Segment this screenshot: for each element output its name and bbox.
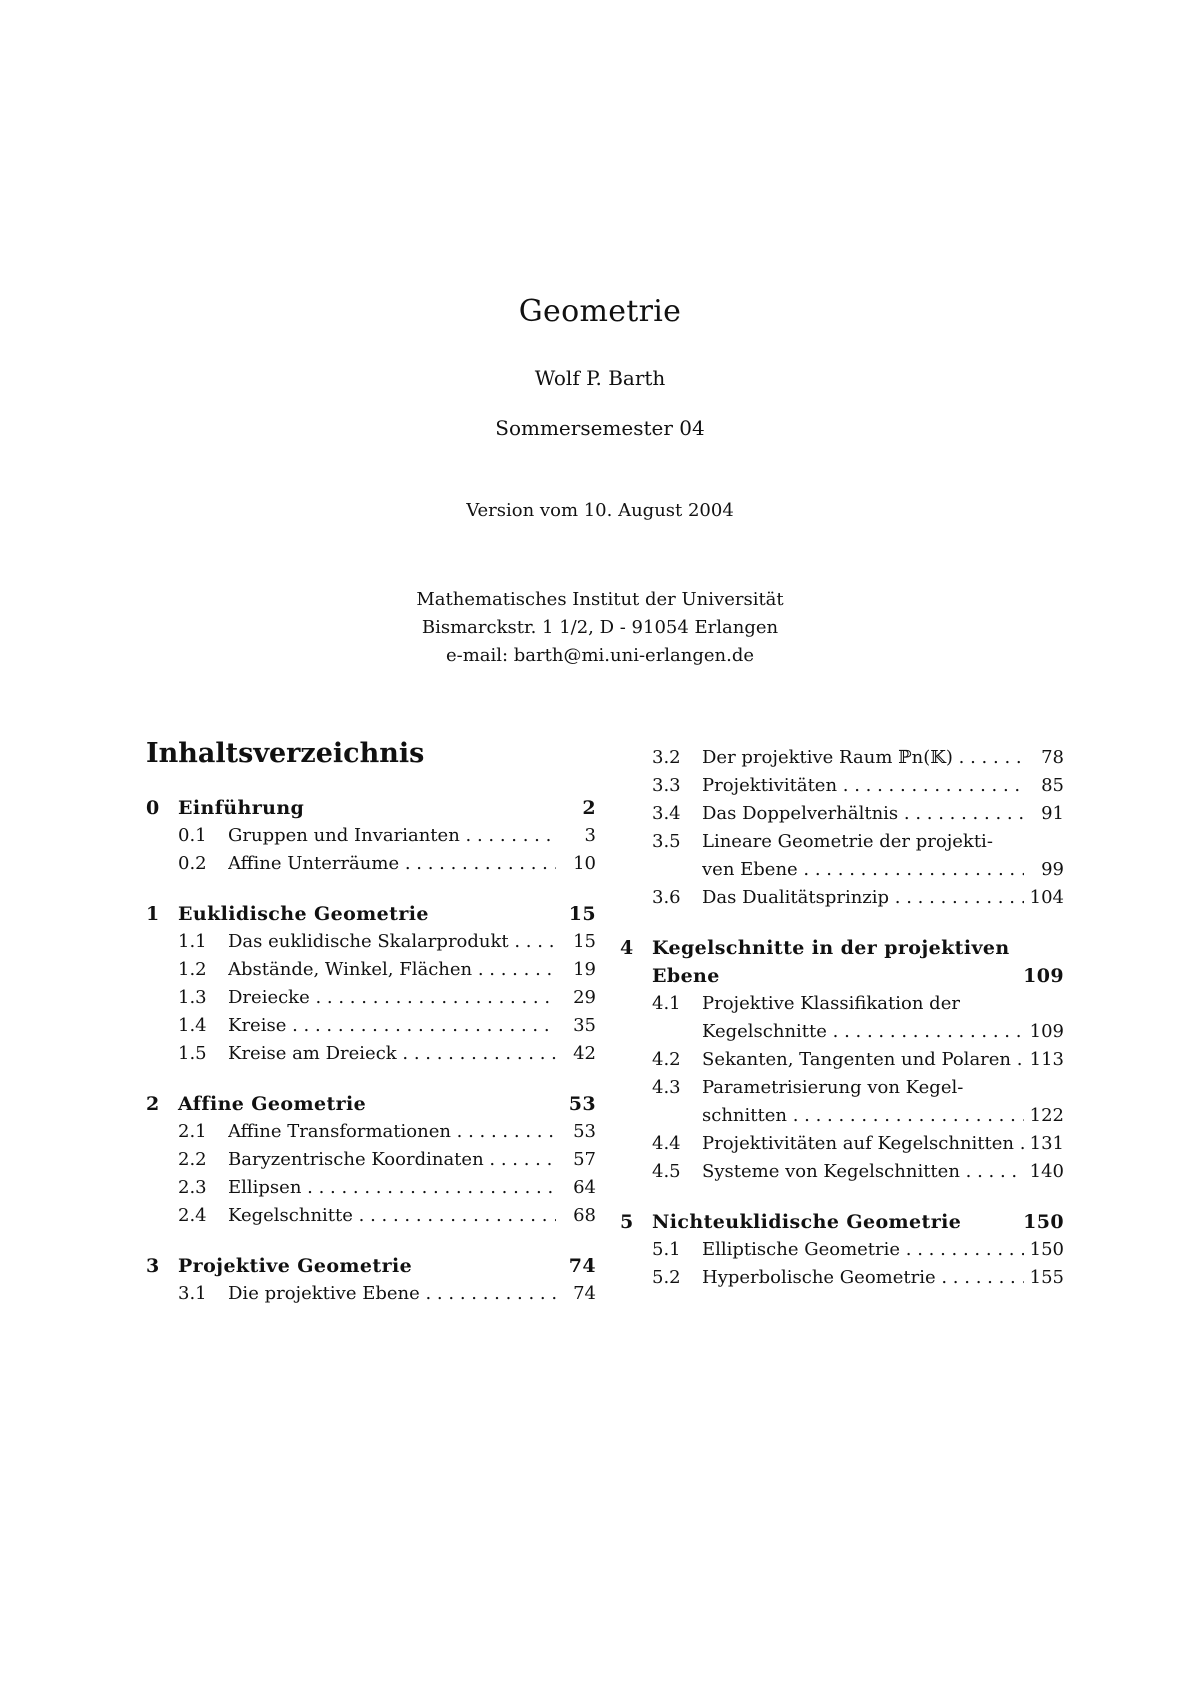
- section-title: Lineare Geometrie der projekti-: [702, 831, 993, 852]
- toc-chapter-3: [146, 1252, 596, 1308]
- toc-chapter-5: [620, 1208, 1064, 1292]
- section-number: 4.4: [652, 1133, 681, 1154]
- section-title: Gruppen und Invarianten . . .: [228, 822, 556, 850]
- toc-chapter-row[interactable]: [146, 1252, 596, 1280]
- address-line-institute: Mathematisches Institut der Universität: [416, 589, 784, 610]
- semester-label: Sommersemester 04: [495, 416, 705, 440]
- chapter-number: 4: [620, 937, 634, 959]
- section-page: 29: [573, 987, 596, 1008]
- toc-section-row[interactable]: [620, 990, 1064, 1018]
- toc-section-row[interactable]: [146, 928, 596, 956]
- section-title: Dreiecke . . .: [228, 984, 556, 1012]
- section-title: Das Doppelverhältnis . . .: [702, 800, 1024, 828]
- toc-chapter-2: [146, 1090, 596, 1230]
- toc-section-row[interactable]: [146, 1202, 596, 1230]
- section-title-continued: ven Ebene . . .: [702, 856, 1024, 884]
- toc-section-row-continued[interactable]: [620, 1102, 1064, 1130]
- section-page: 64: [573, 1177, 596, 1198]
- toc-section-row[interactable]: [146, 1280, 596, 1308]
- author-name: Wolf P. Barth: [534, 366, 666, 390]
- section-page: 91: [1041, 803, 1064, 824]
- document-title: Geometrie: [518, 294, 682, 329]
- address-line-street: Bismarckstr. 1 1/2, D - 91054 Erlangen: [421, 617, 779, 638]
- section-page: 68: [573, 1205, 596, 1226]
- chapter-title: Euklidische Geometrie: [178, 903, 429, 925]
- section-number: 4.5: [652, 1161, 681, 1182]
- chapter-title: Nichteuklidische Geometrie: [652, 1211, 962, 1233]
- chapter-title: Affine Geometrie: [178, 1093, 367, 1115]
- section-page: 42: [573, 1043, 596, 1064]
- section-page: 3: [584, 825, 596, 846]
- version-date: Version vom 10. August 2004: [466, 500, 734, 521]
- section-number: 1.5: [178, 1043, 207, 1064]
- section-title: Affine Unterräume . . .: [228, 850, 556, 878]
- section-page: 99: [1041, 859, 1064, 880]
- chapter-page: 74: [568, 1255, 596, 1277]
- toc-chapter-3-continued: [620, 744, 1064, 912]
- toc-chapter-0: [146, 794, 596, 878]
- section-title: Das Dualitätsprinzip . . .: [702, 884, 1024, 912]
- section-number: 3.1: [178, 1283, 207, 1304]
- section-page: 85: [1041, 775, 1064, 796]
- toc-section-row[interactable]: [620, 828, 1064, 856]
- section-number: 1.1: [178, 931, 207, 952]
- section-title: Ellipsen . . .: [228, 1174, 556, 1202]
- section-page: 155: [1029, 1267, 1064, 1288]
- section-page: 19: [573, 959, 596, 980]
- section-page: 122: [1029, 1105, 1064, 1126]
- toc-section-row[interactable]: [620, 800, 1064, 828]
- section-page: 74: [573, 1283, 596, 1304]
- toc-section-row[interactable]: [146, 1174, 596, 1202]
- section-title: Sekanten, Tangenten und Polaren . . .: [702, 1046, 1024, 1074]
- section-page: 104: [1029, 887, 1064, 908]
- toc-section-row[interactable]: [146, 822, 596, 850]
- section-number: 0.1: [178, 825, 207, 846]
- section-number: 3.3: [652, 775, 681, 796]
- section-page: 35: [573, 1015, 596, 1036]
- toc-section-row[interactable]: [146, 984, 596, 1012]
- toc-section-row[interactable]: [620, 1264, 1064, 1292]
- section-page: 53: [573, 1121, 596, 1142]
- chapter-title: Projektive Geometrie: [178, 1255, 413, 1277]
- section-title: Elliptische Geometrie . . .: [702, 1236, 1024, 1264]
- toc-section-row[interactable]: [620, 884, 1064, 912]
- toc-section-row-continued[interactable]: [620, 856, 1064, 884]
- chapter-number: 3: [146, 1255, 160, 1277]
- section-number: 2.3: [178, 1177, 207, 1198]
- section-number: 4.1: [652, 993, 681, 1014]
- toc-section-row[interactable]: [620, 772, 1064, 800]
- section-page: 15: [573, 931, 596, 952]
- toc-section-row[interactable]: [620, 1074, 1064, 1102]
- section-title: Baryzentrische Koordinaten . . .: [228, 1146, 556, 1174]
- toc-section-row[interactable]: [146, 1146, 596, 1174]
- section-page: 57: [573, 1149, 596, 1170]
- chapter-page: 109: [1023, 965, 1064, 987]
- section-title: Das euklidische Skalarprodukt . . .: [228, 928, 556, 956]
- toc-section-row[interactable]: [146, 1118, 596, 1146]
- chapter-number: 1: [146, 903, 160, 925]
- toc-column-left: [146, 794, 596, 1308]
- section-number: 3.4: [652, 803, 681, 824]
- chapter-title-continued: Ebene: [652, 965, 720, 987]
- section-number: 4.3: [652, 1077, 681, 1098]
- chapter-number: 5: [620, 1211, 634, 1233]
- toc-section-row[interactable]: [620, 1158, 1064, 1186]
- section-title: Affine Transformationen . . .: [228, 1118, 556, 1146]
- section-number: 5.2: [652, 1267, 681, 1288]
- section-number: 5.1: [652, 1239, 681, 1260]
- section-title: Die projektive Ebene . . .: [228, 1280, 556, 1308]
- section-title: Abstände, Winkel, Flächen . . .: [228, 956, 556, 984]
- section-title: Projektivitäten auf Kegelschnitten . . .: [702, 1130, 1024, 1158]
- toc-chapter-row[interactable]: [620, 1208, 1064, 1236]
- section-page: 140: [1029, 1161, 1064, 1182]
- toc-chapter-1: [146, 900, 596, 1068]
- section-title: Der projektive Raum ℙn(𝕂) . . .: [702, 744, 1024, 772]
- toc-section-row[interactable]: [146, 1012, 596, 1040]
- toc-section-row[interactable]: [620, 1046, 1064, 1074]
- toc-chapter-row[interactable]: [620, 934, 1064, 962]
- section-title: Kegelschnitte . . .: [228, 1202, 556, 1230]
- section-number: 0.2: [178, 853, 207, 874]
- toc-chapter-row-continued[interactable]: [620, 962, 1064, 990]
- toc-section-row[interactable]: [620, 1236, 1064, 1264]
- section-number: 3.5: [652, 831, 681, 852]
- chapter-page: 150: [1023, 1211, 1064, 1233]
- toc-section-row[interactable]: [146, 956, 596, 984]
- toc-heading: Inhaltsverzeichnis: [146, 738, 425, 769]
- section-number: 3.6: [652, 887, 681, 908]
- toc-chapter-row[interactable]: [146, 794, 596, 822]
- section-title: Hyperbolische Geometrie . . .: [702, 1264, 1024, 1292]
- toc-section-row[interactable]: [620, 1130, 1064, 1158]
- section-title: Parametrisierung von Kegel-: [702, 1077, 964, 1098]
- section-page: 78: [1041, 747, 1064, 768]
- chapter-number: 2: [146, 1093, 160, 1115]
- section-page: 113: [1029, 1049, 1064, 1070]
- chapter-number: 0: [146, 797, 160, 819]
- chapter-page: 15: [568, 903, 596, 925]
- address-line-email: e-mail: barth@mi.uni-erlangen.de: [445, 645, 755, 666]
- toc-chapter-4: [620, 934, 1064, 1186]
- toc-section-row[interactable]: [620, 744, 1064, 772]
- toc-chapter-row[interactable]: [146, 1090, 596, 1118]
- section-title: Systeme von Kegelschnitten . . .: [702, 1158, 1024, 1186]
- section-number: 2.2: [178, 1149, 207, 1170]
- section-title: Projektive Klassifikation der: [702, 993, 960, 1014]
- institution-address: [0, 586, 1200, 670]
- section-number: 2.1: [178, 1121, 207, 1142]
- section-title-continued: schnitten . . .: [702, 1102, 1024, 1130]
- section-number: 1.2: [178, 959, 207, 980]
- toc-section-row[interactable]: [146, 850, 596, 878]
- section-number: 1.4: [178, 1015, 207, 1036]
- section-number: 2.4: [178, 1205, 207, 1226]
- toc-section-row-continued[interactable]: [620, 1018, 1064, 1046]
- section-title: Projektivitäten . . .: [702, 772, 1024, 800]
- section-number: 1.3: [178, 987, 207, 1008]
- chapter-page: 2: [582, 797, 596, 819]
- section-title: Kreise am Dreieck . . .: [228, 1040, 556, 1068]
- section-number: 3.2: [652, 747, 681, 768]
- section-page: 150: [1029, 1239, 1064, 1260]
- section-page: 109: [1029, 1021, 1064, 1042]
- section-page: 10: [573, 853, 596, 874]
- section-number: 4.2: [652, 1049, 681, 1070]
- toc-section-row[interactable]: [146, 1040, 596, 1068]
- chapter-title: Kegelschnitte in der projektiven: [652, 937, 1010, 959]
- section-title: Kreise . . .: [228, 1012, 556, 1040]
- toc-column-right: [620, 744, 1064, 1292]
- section-title-continued: Kegelschnitte . . .: [702, 1018, 1024, 1046]
- toc-chapter-row[interactable]: [146, 900, 596, 928]
- chapter-page: 53: [568, 1093, 596, 1115]
- section-page: 131: [1029, 1133, 1064, 1154]
- chapter-title: Einführung: [178, 797, 305, 819]
